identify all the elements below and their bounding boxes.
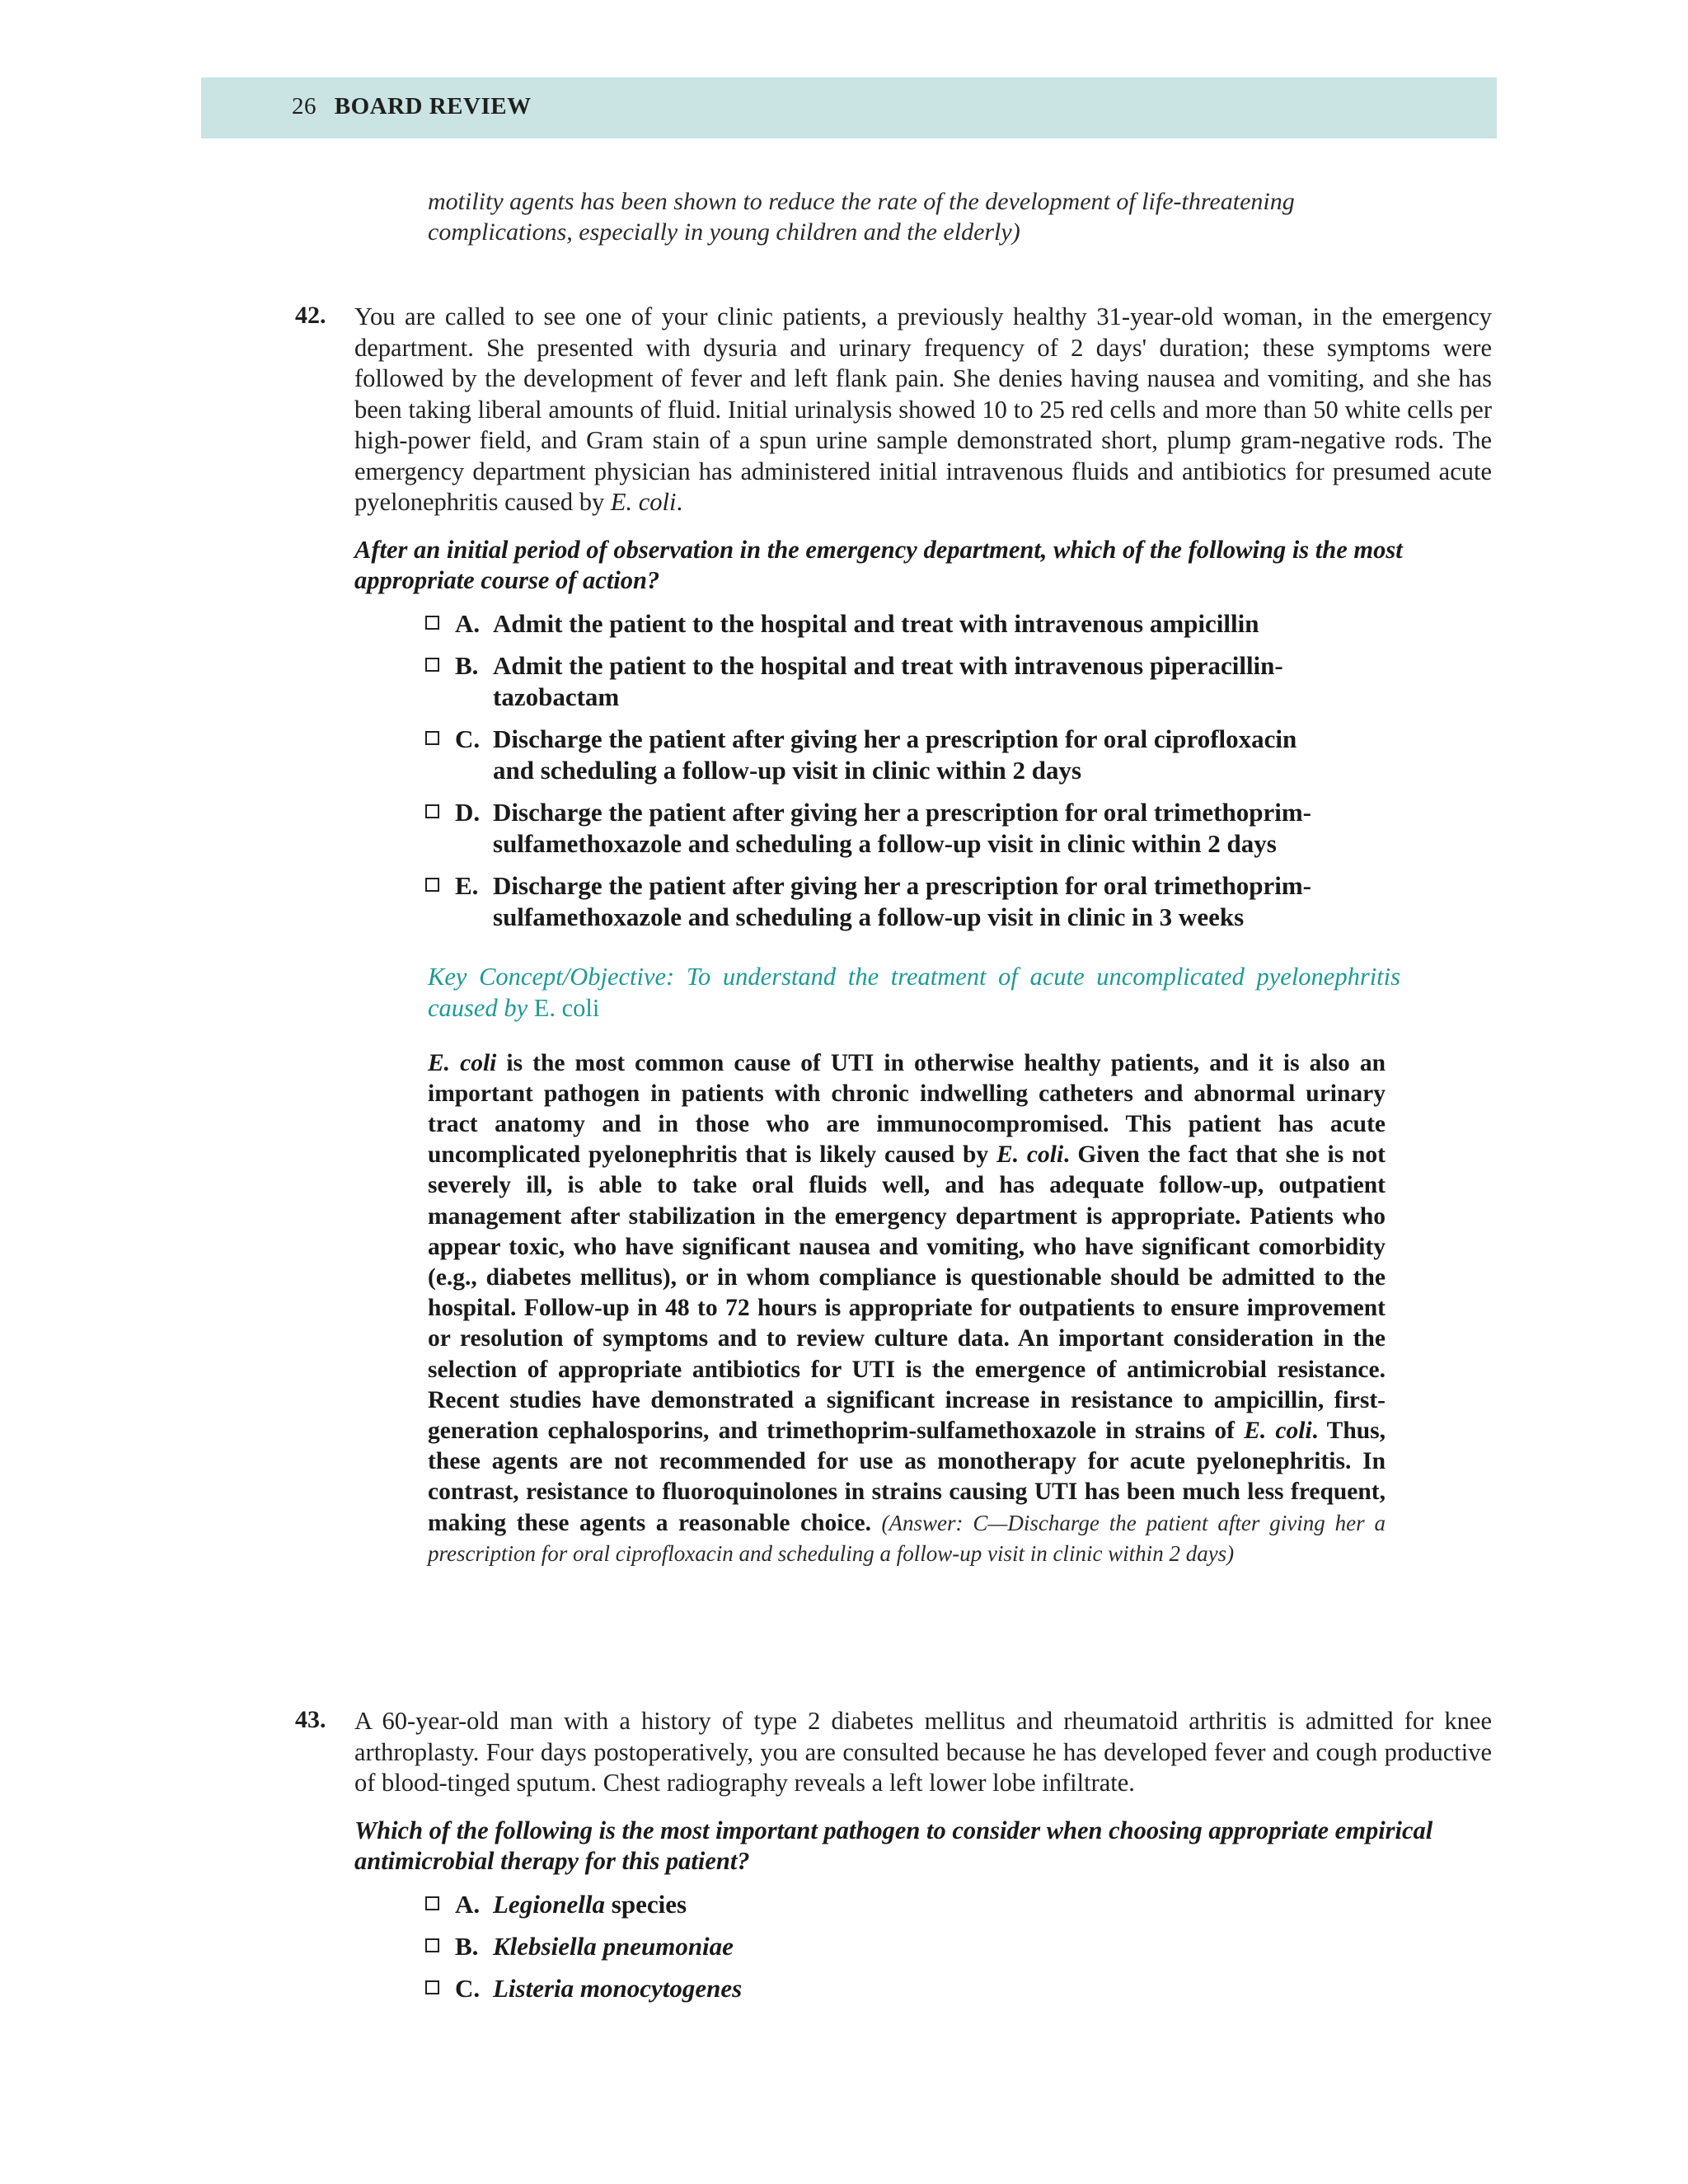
answer-option-d[interactable]: D. Discharge the patient after giving her a prescription for oral trimethoprim-sulfamethoxazole and scheduling a follow-up visit in clinic within 2 days <box>425 797 1325 860</box>
answer-option-b[interactable]: B. Klebsiella pneumoniae <box>425 1931 1325 1962</box>
checkbox-icon[interactable] <box>425 1938 439 1952</box>
question-prompt: After an initial period of observation in the emergency department, which of the following is the most appropriate course of action? <box>354 535 1403 594</box>
checkbox-icon[interactable] <box>425 658 439 672</box>
running-header <box>292 93 532 120</box>
question-43 <box>295 1706 1492 2015</box>
answer-options <box>425 608 1492 933</box>
answer-option-b[interactable]: B. Admit the patient to the hospital and treat with intravenous piperacillin-tazobactam <box>425 650 1325 713</box>
answer-options <box>425 1889 1492 2004</box>
question-42 <box>295 302 1492 1569</box>
answer-option-a[interactable]: A. Legionella species <box>425 1889 1325 1920</box>
checkbox-icon[interactable] <box>425 1980 439 1994</box>
section-title: BOARD REVIEW <box>334 93 532 120</box>
checkbox-icon[interactable] <box>425 616 439 630</box>
key-concept: Key Concept/Objective: To understand the treatment of acute uncomplicated pyelonephritis caused by E. coli <box>428 962 1400 1022</box>
answer-explanation: E. coli is the most common cause of UTI in otherwise healthy patients, and it is also an important pathogen in patients with chronic indwelling catheters and abnormal urinary tract anatomy and in those who are immunocompromised. This patient has acute uncomplicated pyelonephritis that is likely caused by E. coli. Given the fact that she is not severely ill, is able to take oral fluids well, and has adequate follow-up, outpatient management after stabilization in the emergency department is appropriate. Patients who appear toxic, who have significant nausea and vomiting, who have significant comorbidity (e.g., diabetes mellitus), or in whom compliance is questionable should be admitted to the hospital. Follow-up in 48 to 72 hours is appropriate for outpatients to ensure improvement or resolution of symptoms and to review culture data. An important consideration in the selection of appropriate antibiotics for UTI is the emergence of antimicrobial resistance. Recent studies have demonstrated a significant increase in resistance to ampicillin, first-generation cephalosporins, and trimethoprim-sulfamethoxazole in strains of E. coli. Thus, these agents are not recommended for use as monotherapy for acute pyelonephritis. In contrast, resistance to fluoroquinolones in strains causing UTI has been much less frequent, making these agents a reasonable choice. (Answer: C—Discharge the patient after giving her a prescription for oral ciprofloxacin and scheduling a follow-up visit in clinic within 2 days) <box>428 1049 1386 1566</box>
answer-option-a[interactable]: A. Admit the patient to the hospital and treat with intravenous ampicillin <box>425 608 1325 640</box>
question-stem: You are called to see one of your clinic patients, a previously healthy 31-year-old woman, in the emergency department. She presented with dysuria and urinary frequency of 2 days' duration; these symptoms were followed by the development of fever and left flank pain. She denies having nausea and vomiting, and she has been taking liberal amounts of fluid. Initial urinalysis showed 10 to 25 red cells and more than 50 white cells per high-power field, and Gram stain of a spun urine sample demonstrated short, plump gram-negative rods. The emergency department physician has administered initial intravenous fluids and antibiotics for presumed acute pyelonephritis caused by E. coli. <box>354 302 1492 516</box>
checkbox-icon[interactable] <box>425 804 439 818</box>
page-number: 26 <box>292 93 316 120</box>
checkbox-icon[interactable] <box>425 878 439 892</box>
question-number: 43. <box>295 1706 326 1733</box>
answer-key: (Answer: C—Discharge the patient after giving her a prescription for oral ciprofloxacin and scheduling a follow-up visit in clinic within 2 days) <box>428 1510 1386 1566</box>
checkbox-icon[interactable] <box>425 1896 439 1910</box>
question-prompt: Which of the following is the most important pathogen to consider when choosing appropriate empirical antimicrobial therapy for this patient? <box>354 1816 1433 1875</box>
answer-option-c[interactable]: C. Listeria monocytogenes <box>425 1973 1325 2004</box>
question-stem: A 60-year-old man with a history of type 2 diabetes mellitus and rheumatoid arthritis is admitted for knee arthroplasty. Four days postoperatively, you are consulted because he has developed fever and cough productive of blood-tinged sputum. Chest radiography reveals a left lower lobe infiltrate. <box>354 1707 1492 1797</box>
carryover-answer-text: motility agents has been shown to reduce the rate of the development of life-threatening complications, especially in young children and the elderly) <box>428 188 1295 246</box>
checkbox-icon[interactable] <box>425 731 439 745</box>
answer-option-c[interactable]: C. Discharge the patient after giving her a prescription for oral ciprofloxacin and scheduling a follow-up visit in clinic within 2 days <box>425 724 1325 786</box>
answer-option-e[interactable]: E. Discharge the patient after giving her a prescription for oral trimethoprim-sulfamethoxazole and scheduling a follow-up visit in clinic in 3 weeks <box>425 870 1325 933</box>
question-number: 42. <box>295 302 326 329</box>
